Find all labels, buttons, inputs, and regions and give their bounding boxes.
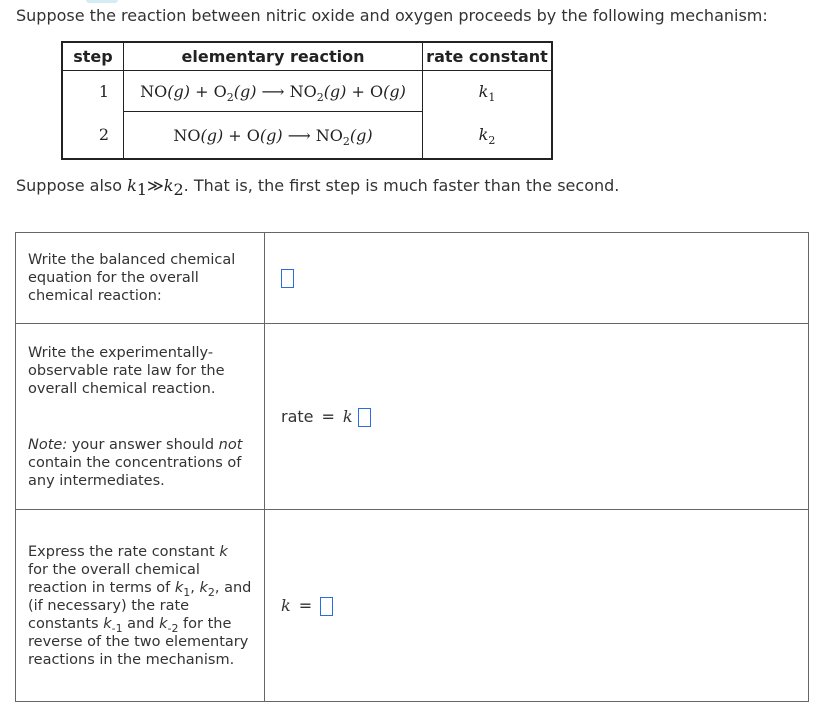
header-elementary-reaction: elementary reaction	[124, 42, 423, 71]
top-accent-bar	[86, 0, 118, 3]
question-row-rate-constant	[16, 510, 809, 702]
mechanism-header-row	[62, 42, 552, 71]
header-step: step	[62, 42, 124, 71]
question-row-rate-law	[16, 324, 809, 510]
rate-constant-answer: k =	[281, 596, 333, 615]
question-prompt: Write the balanced chemical equation for the overall chemical reaction:	[16, 233, 265, 324]
mechanism-row-2	[62, 112, 552, 160]
answer-cell	[265, 233, 809, 324]
rate-constant-1: $k_1$	[423, 71, 553, 112]
question-row-overall-equation	[16, 233, 809, 324]
question-note: Note: your answer should not contain the concentrations of any intermediates.	[28, 436, 243, 489]
answer-cell	[265, 324, 809, 510]
rate-constant-2: $k_2$	[423, 112, 553, 160]
elementary-reaction-2: NO(g) + O(g) ⟶ $NO_2(g)$	[124, 112, 423, 160]
rate-constant-answer-box[interactable]	[320, 597, 333, 616]
rate-law-answer: rate = k	[281, 407, 371, 426]
header-rate-constant: rate constant	[423, 42, 553, 71]
equation-answer-box[interactable]	[281, 269, 294, 288]
intro-text: Suppose the reaction between nitric oxide and oxygen proceeds by the following mechanism:	[16, 6, 768, 25]
assumption-text: Suppose also $k_1≫k_2$. That is, the first step is much faster than the second.	[16, 176, 620, 199]
mechanism-row-1	[62, 71, 552, 112]
mechanism-table	[61, 41, 553, 160]
question-prompt: Write the experimentally-observable rate law for the overall chemical reaction. Note: your answer should not contain the concentrations of any intermediates.	[16, 324, 265, 510]
step-number: 1	[62, 71, 124, 112]
elementary-reaction-1: $NO(g) + O_2(g)$ ⟶ $NO_2(g) + O(g)$	[124, 71, 423, 112]
question-prompt: Express the rate constant k for the overall chemical reaction in terms of $k_1$, $k_2$, and (if necessary) the rate constants $k_{-1}$ and $k_{-2}$ for the reverse of the two elementary reactions in the mechanism.	[16, 510, 265, 702]
questions-table	[15, 232, 809, 702]
answer-cell	[265, 510, 809, 702]
step-number: 2	[62, 112, 124, 160]
rate-law-answer-box[interactable]	[358, 408, 371, 427]
